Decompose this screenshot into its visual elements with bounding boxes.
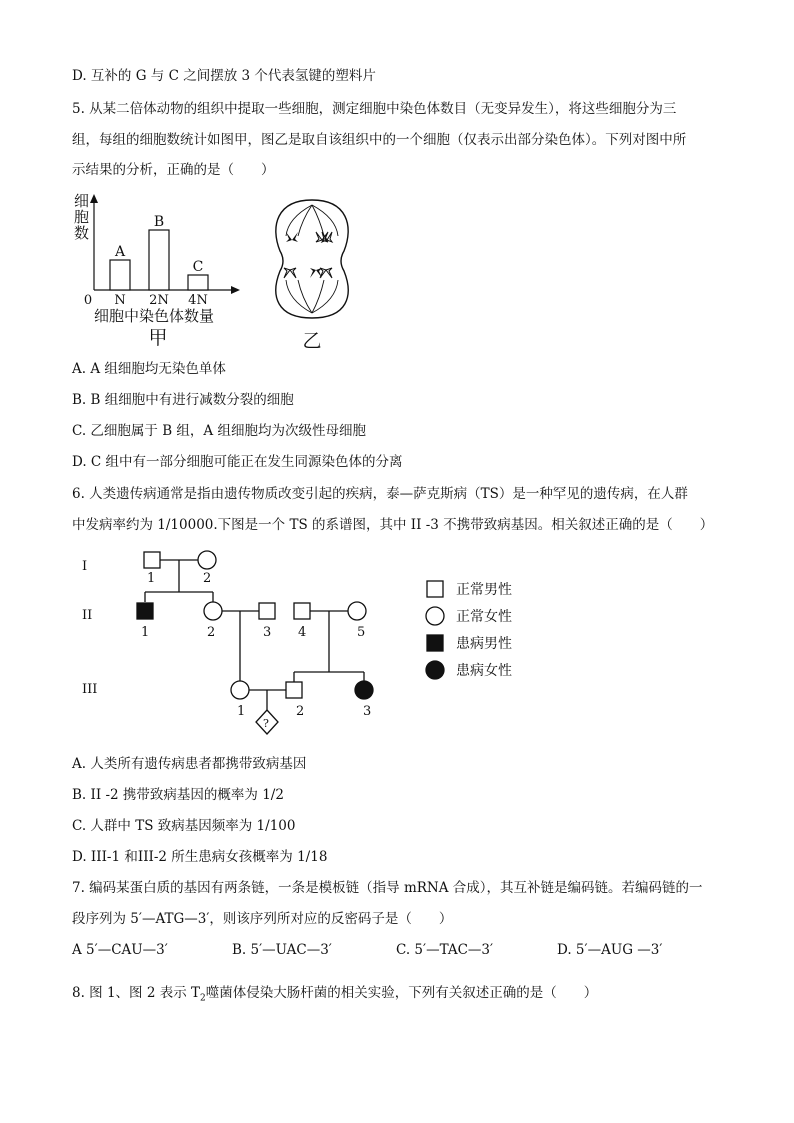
q7-option-c[interactable]: C. 5′—TAC—3′: [396, 942, 494, 958]
y-axis-label-char: 数: [74, 224, 90, 242]
bar-B: [149, 230, 169, 290]
unknown-mark: ?: [263, 717, 269, 730]
legend-affected-female-label: 患病女性: [456, 663, 512, 679]
pedigree-chart: [60, 540, 580, 745]
spindle-fibers: [286, 205, 338, 313]
gen-label-ii: II: [82, 608, 93, 623]
pedigree-ii5-normal-female: [348, 602, 366, 620]
id-i2: 2: [203, 571, 212, 586]
x-tick-label: 2N: [149, 293, 169, 308]
legend-affected-male-label: 患病男性: [456, 636, 512, 652]
y-axis-label-char: 胞: [74, 208, 90, 226]
bar-label-C: C: [192, 259, 204, 275]
origin-label: 0: [83, 293, 93, 308]
q5-option-d[interactable]: D. C 组中有一部分细胞可能正在发生同源染色体的分离: [72, 454, 403, 470]
id-i1: 1: [147, 571, 156, 586]
pedigree-ii3-normal-male: [259, 603, 275, 619]
id-ii3: 3: [263, 625, 272, 640]
q4-option-d: D. 互补的 G 与 C 之间摆放 3 个代表氢键的塑料片: [72, 68, 376, 84]
q5-option-b[interactable]: B. B 组细胞中有进行减数分裂的细胞: [72, 392, 294, 408]
q7-option-a[interactable]: A 5′—CAU—3′: [72, 942, 168, 958]
bar-C: [188, 275, 208, 290]
y-axis-arrow: [90, 194, 98, 203]
q8-subscript: 2: [200, 993, 206, 1004]
legend-normal-female-label: 正常女性: [456, 609, 512, 625]
id-ii1: 1: [141, 625, 150, 640]
y-axis-label-char: 细: [74, 192, 90, 210]
q7-stem-line1: 7. 编码某蛋白质的基因有两条链，一条是模板链（指导 mRNA 合成），其互补链是编码链。若编码链的一: [72, 880, 703, 896]
figure-jia-chart: [70, 188, 250, 350]
legend-normal-male-icon: [427, 581, 443, 597]
pedigree-ii4-normal-male: [294, 603, 310, 619]
id-iii3: 3: [363, 704, 372, 719]
legend-normal-female-icon: [426, 607, 444, 625]
cell-outline: [276, 200, 348, 318]
q5-option-a[interactable]: A. A 组细胞均无染色单体: [72, 361, 226, 377]
x-axis-arrow: [231, 286, 240, 294]
q6-option-a[interactable]: A. 人类所有遗传病患者都携带致病基因: [72, 756, 307, 772]
x-axis-label: 细胞中染色体数量: [93, 307, 215, 325]
q6-stem-line2: 中发病率约为 1/10000.下图是一个 TS 的系谱图，其中 II -3 不携带致病基因。相关叙述正确的是（ ）: [72, 517, 714, 533]
id-ii2: 2: [207, 625, 216, 640]
q5-stem-line1: 5. 从某二倍体动物的组织中提取一些细胞，测定细胞中染色体数目（无变异发生），将这些细胞分为三: [72, 101, 677, 117]
chromosomes-bottom: [284, 268, 332, 278]
figure-jia-label: 甲: [148, 327, 168, 349]
q5-option-c[interactable]: C. 乙细胞属于 B 组，A 组细胞均为次级性母细胞: [72, 423, 366, 439]
q7-option-b[interactable]: B. 5′—UAC—3′: [232, 942, 332, 958]
q8-stem-part1: 8. 图 1、图 2 表示 T: [72, 985, 201, 1001]
q7-stem-line2: 段序列为 5′—ATG—3′，则该序列所对应的反密码子是（ ）: [72, 911, 453, 927]
bar-label-B: B: [153, 214, 165, 230]
pedigree-i2-normal-female: [198, 551, 216, 569]
q6-option-b[interactable]: B. II -2 携带致病基因的概率为 1/2: [72, 787, 284, 803]
figure-yi-label: 乙: [302, 330, 322, 352]
x-tick-label: N: [114, 293, 126, 308]
gen-label-i: I: [82, 559, 88, 574]
q8-stem-part2: 噬菌体侵染大肠杆菌的相关实验，下列有关叙述正确的是（ ）: [205, 985, 598, 1001]
q8-stem-line1: [72, 984, 597, 1008]
q6-stem-line1: 6. 人类遗传病通常是指由遗传物质改变引起的疾病，泰—萨克斯病（TS）是一种罕见的遗传病，在人群: [72, 486, 688, 502]
pedigree-legend: [426, 581, 444, 679]
bar-label-A: A: [114, 244, 126, 260]
q7-option-d[interactable]: D. 5′—AUG —3′: [557, 942, 663, 958]
id-ii5: 5: [357, 625, 366, 640]
q6-option-c[interactable]: C. 人群中 TS 致病基因频率为 1/100: [72, 818, 296, 834]
legend-affected-male-icon: [427, 635, 443, 651]
figure-yi-cell: [262, 196, 362, 352]
q5-stem-line2: 组，每组的细胞数统计如图甲，图乙是取自该组织中的一个细胞（仅表示出部分染色体）。下列对图中所: [72, 132, 687, 148]
legend-affected-female-icon: [426, 661, 444, 679]
id-iii2: 2: [296, 704, 305, 719]
gen-label-iii: III: [82, 682, 98, 697]
pedigree-ii1-affected-male: [137, 603, 153, 619]
pedigree-iii3-affected-female: [355, 681, 373, 699]
id-ii4: 4: [298, 625, 307, 640]
chromosomes-top: [286, 232, 332, 242]
pedigree-iii2-normal-male: [286, 682, 302, 698]
q6-option-d[interactable]: D. III-1 和III-2 所生患病女孩概率为 1/18: [72, 849, 328, 865]
pedigree-iii1-normal-female: [231, 681, 249, 699]
x-tick-label: 4N: [188, 293, 208, 308]
pedigree-ii2-normal-female: [204, 602, 222, 620]
bar-A: [110, 260, 130, 290]
legend-normal-male-label: 正常男性: [456, 582, 512, 598]
id-iii1: 1: [237, 704, 246, 719]
q5-stem-line3: 示结果的分析，正确的是（ ）: [72, 162, 275, 178]
pedigree-i1-normal-male: [144, 552, 160, 568]
